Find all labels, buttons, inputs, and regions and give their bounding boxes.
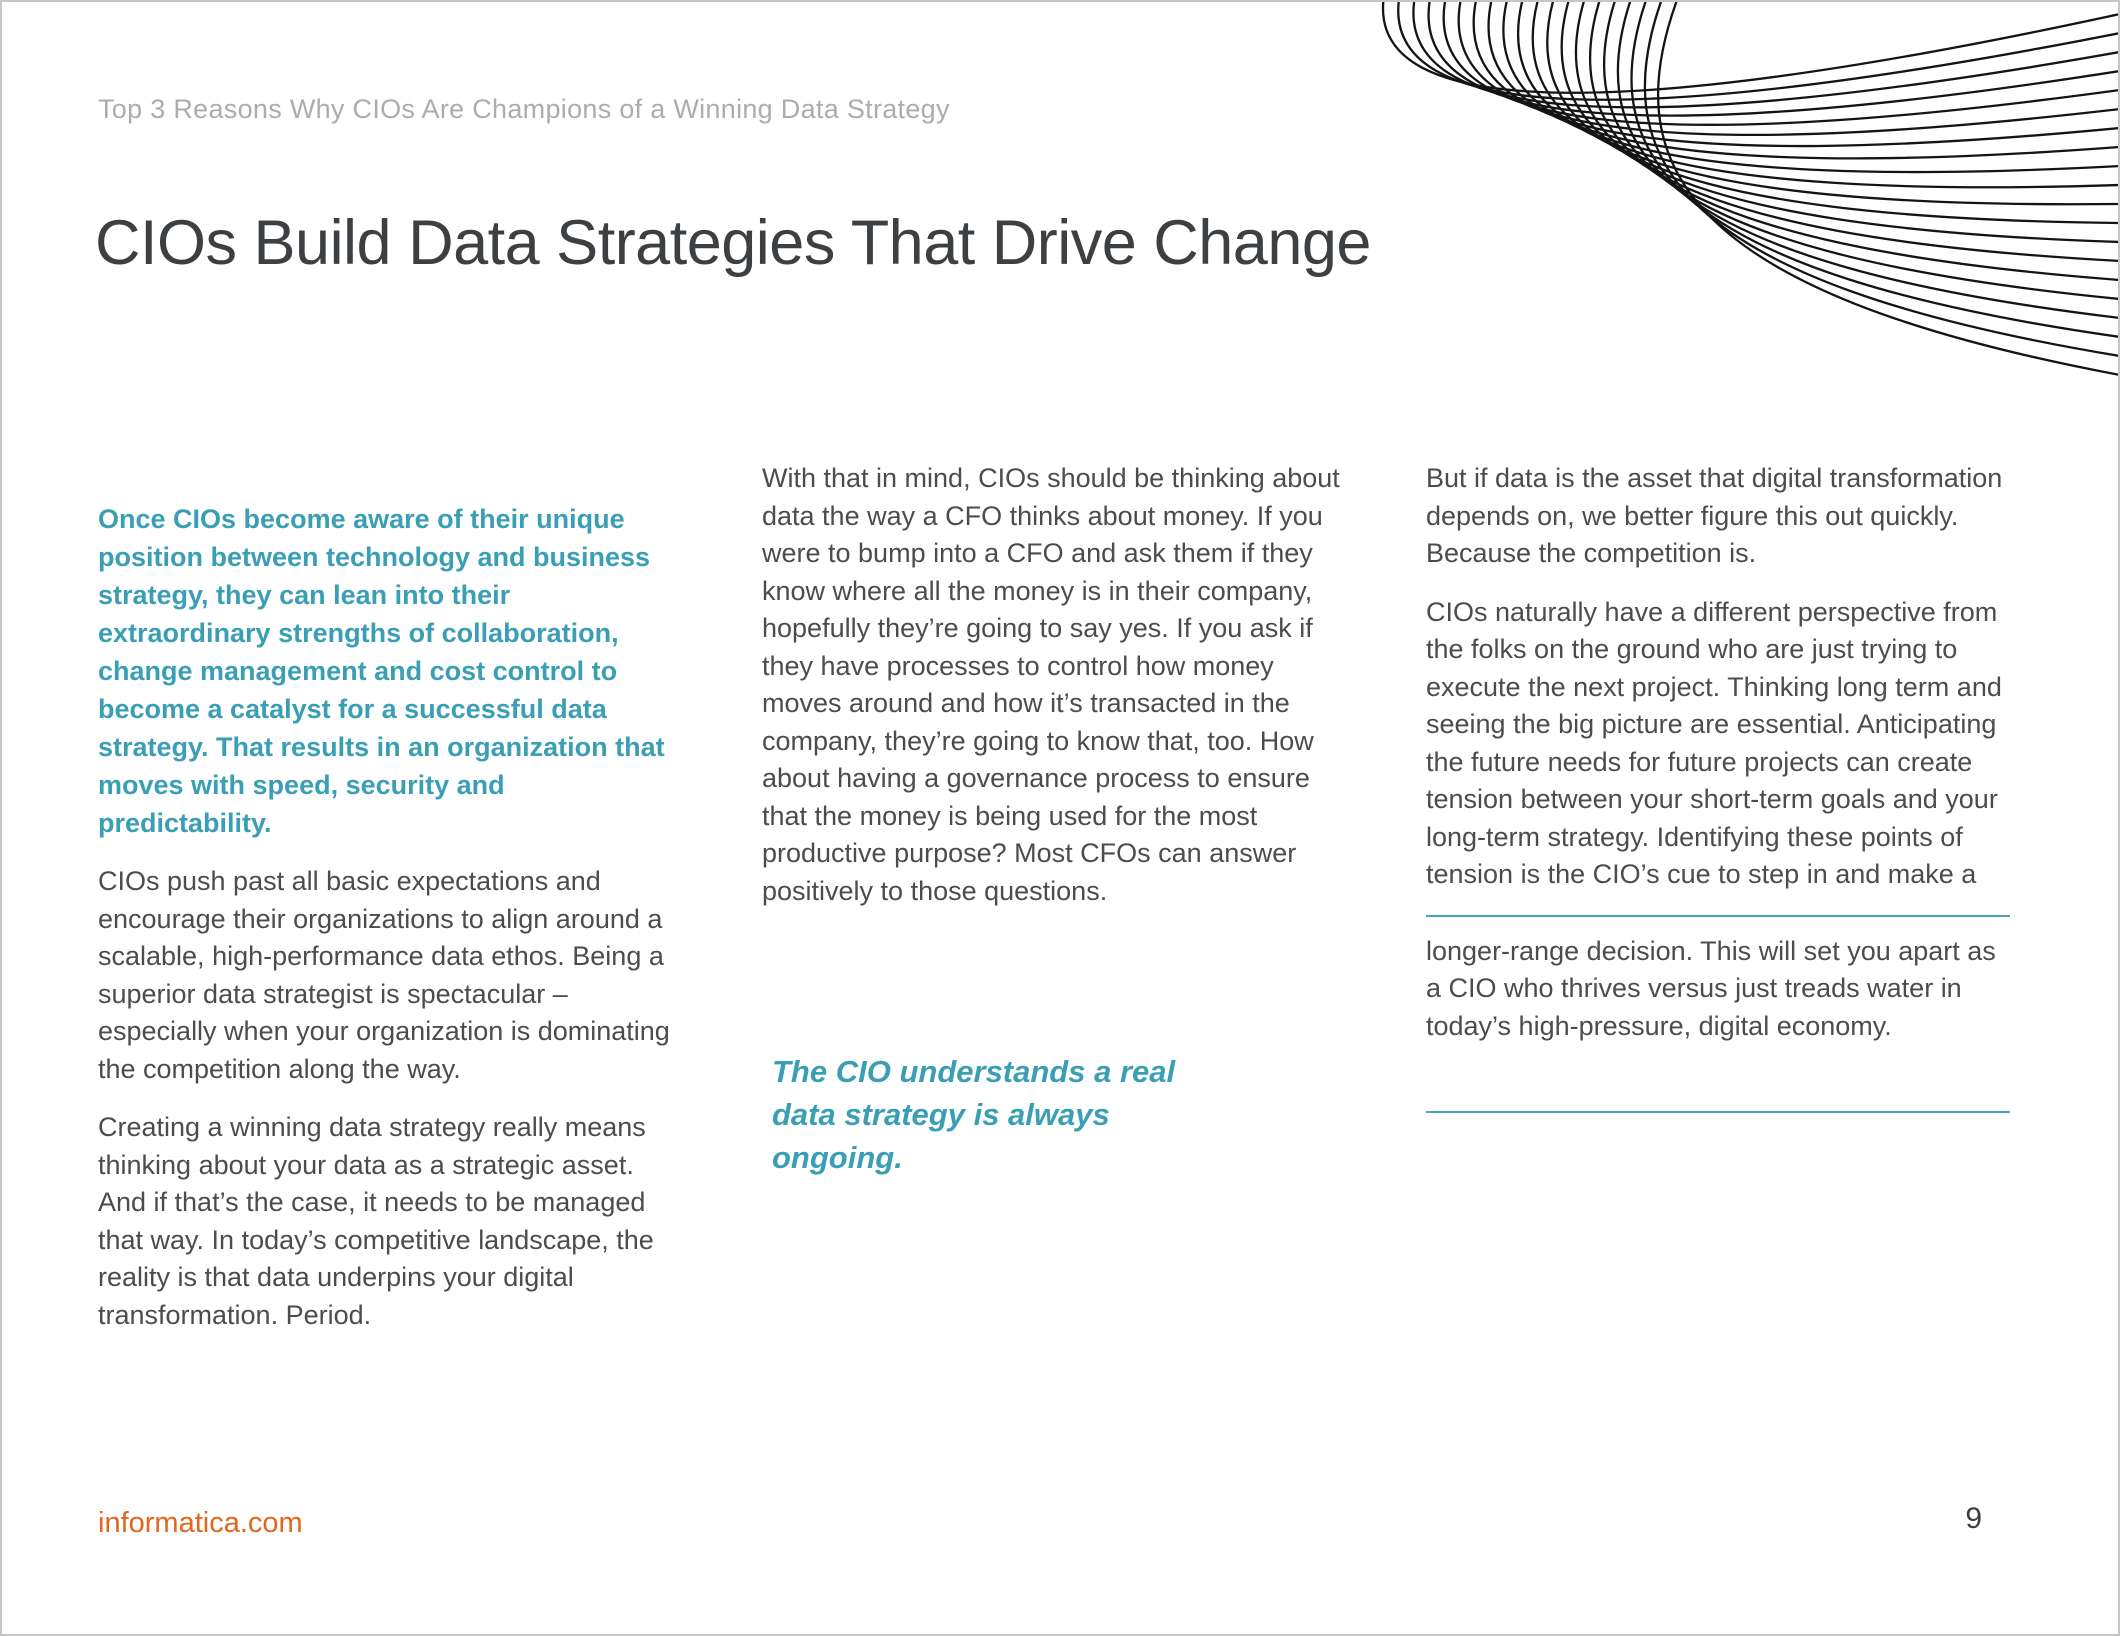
paragraph: With that in mind, CIOs should be thinking about data the way a CFO thinks about money. If you were to bump into a CFO and ask them if they know where all the money is in their company, hopefully they’re going to say yes. If you ask if they have processes to control how money moves around and how it’s transacted in the company, they’re going to know that, too. How about having a governance process to ensure that the money is being used for the most productive purpose? Most CFOs can answer positively to those questions.: [762, 463, 1340, 906]
page-title: CIOs Build Data Strategies That Drive Change: [95, 208, 1371, 278]
pull-quote-line-2: data strategy is always ongoing.: [772, 1097, 1110, 1175]
column-1: [98, 460, 682, 1355]
column-3: [1426, 460, 2010, 1355]
paragraph: CIOs naturally have a different perspective from the folks on the ground who are just trying to execute the next project. Thinking long term and seeing the big picture are essential. Anticipating the future needs for future projects can create tension between your short-term goals and your long-term strategy. Identifying these points of tension is the CIO’s cue to step in and make a: [1426, 596, 2002, 889]
paragraph: But if data is the asset that digital transformation depends on, we better figure this out quickly. Because the competition is.: [1426, 463, 2003, 568]
paragraph: longer-range decision. This will set you apart as a CIO who thrives versus just treads water in today’s high-pressure, digital economy.: [1426, 935, 1996, 1041]
body-columns: [98, 460, 2010, 1355]
paragraph: Creating a winning data strategy really means thinking about your data as a strategic asset. And if that’s the case, it needs to be managed that way. In today’s competitive landscape, the reality is that data underpins your digital transformation. Period.: [98, 1112, 654, 1330]
footer-website-link[interactable]: informatica.com: [98, 1507, 303, 1539]
wave-lines-decoration: [1346, 2, 2118, 422]
pull-quote-line-1: The CIO understands a real: [772, 1054, 1176, 1089]
running-header: Top 3 Reasons Why CIOs Are Champions of a Winning Data Strategy: [98, 94, 950, 124]
paragraph: CIOs push past all basic expectations and encourage their organizations to align around a scalable, high-performance data ethos. Being a superior data strategist is spectacular – especially when your organization is dominating the competition along the way.: [98, 866, 670, 1084]
teal-divider-bottom: [1426, 1111, 2010, 1113]
intro-paragraph: Once CIOs become aware of their unique position between technology and business strategy, they can lean into their extraordinary strengths of collaboration, change management and cost control to become a catalyst for a successful data strategy. That results in an organization that moves with speed, security and predictability.: [98, 504, 665, 838]
teal-divider-top: [1426, 915, 2010, 917]
page-number: 9: [1965, 1502, 1982, 1535]
column-2: [762, 460, 1346, 1355]
pull-quote: [762, 1050, 1222, 1179]
